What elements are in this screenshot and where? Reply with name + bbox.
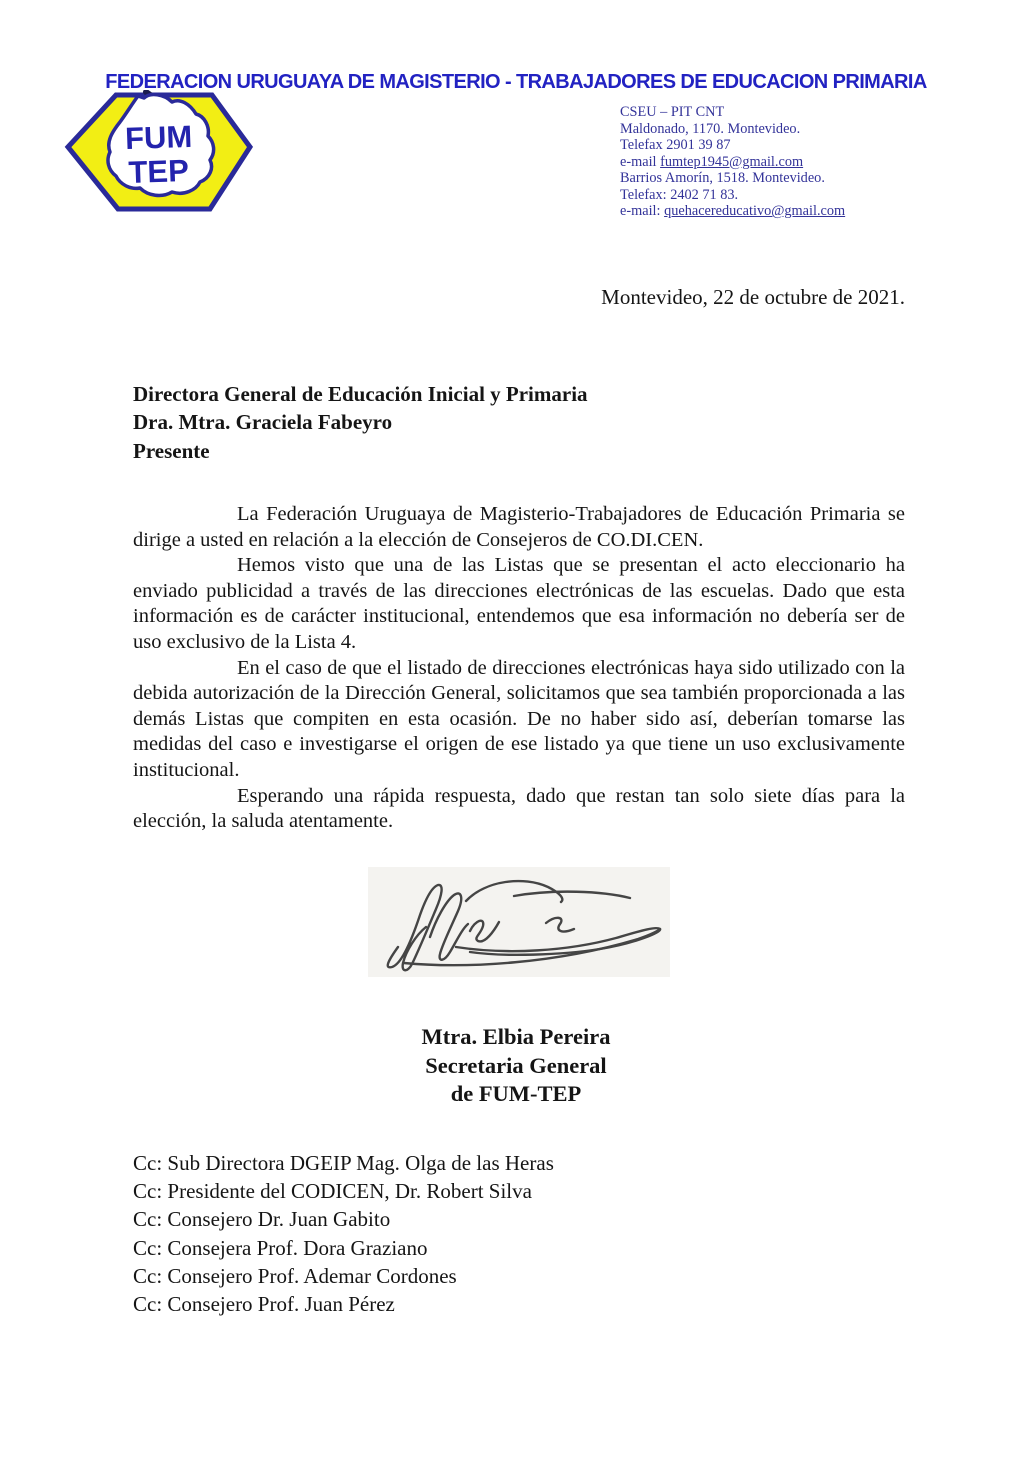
body-paragraph: Hemos visto que una de las Listas que se presentan el acto eleccionario ha enviado publicidad a través de las direcciones electrónicas de las escuelas. Dado que esta información es de carácter institucional, entendemos que esa información no debería ser de uso exclusivo de la Lista 4. (133, 554, 905, 653)
fumtep-logo (62, 90, 254, 214)
logo-text-fum: FUM (124, 118, 193, 157)
cc-list (133, 1149, 554, 1318)
org-title: FEDERACION URUGUAYA DE MAGISTERIO - TRABAJADORES DE EDUCACION PRIMARIA (105, 71, 927, 93)
contact-text: CSEU – PIT CNT (620, 104, 725, 120)
cc-line: Cc: Consejera Prof. Dora Graziano (133, 1235, 428, 1260)
recipient-presente: Presente (133, 438, 210, 463)
body-paragraph: Esperando una rápida respuesta, dado que restan tan solo siete días para la elección, la saluda atentamente. (133, 784, 905, 833)
cc-line: Cc: Consejero Prof. Juan Pérez (133, 1292, 395, 1317)
contact-line (620, 154, 845, 171)
contact-text: Maldonado, 1170. Montevideo. (620, 120, 801, 137)
signer-block (0, 1023, 1032, 1109)
signature-strokes (368, 867, 670, 977)
signature-image (368, 867, 670, 977)
recipient-name: Dra. Mtra. Graciela Fabeyro (133, 410, 393, 435)
contact-text: Barrios Amorín, 1518. Montevideo. (620, 170, 825, 186)
contact-line (620, 203, 845, 220)
contact-line (620, 104, 845, 121)
signer-title: Secretaria General (425, 1052, 607, 1078)
contact-text: Telefax 2901 39 87 (620, 137, 731, 153)
letter-body (133, 502, 905, 835)
contact-text: Telefax: 2402 71 83. (620, 186, 739, 203)
contact-line (620, 187, 845, 204)
signer-org: de FUM-TEP (450, 1081, 582, 1106)
contact-text: e-mail: (620, 203, 665, 219)
contact-text: e-mail (620, 153, 661, 170)
cc-line: Cc: Consejero Prof. Ademar Cordones (133, 1263, 457, 1288)
recipient-block (133, 380, 588, 465)
contact-line (620, 170, 845, 187)
body-paragraph: La Federación Uruguaya de Magisterio-Trabajadores de Educación Primaria se dirige a usted en relación a la elección de Consejeros de CO.DI.CEN. (133, 503, 905, 551)
cc-line: Cc: Presidente del CODICEN, Dr. Robert Silva (133, 1179, 532, 1204)
contact-line (620, 121, 845, 138)
date-line: Montevideo, 22 de octubre de 2021. (601, 285, 905, 309)
signer-name: Mtra. Elbia Pereira (421, 1024, 611, 1049)
cc-line: Cc: Consejero Dr. Juan Gabito (133, 1207, 391, 1232)
contact-info (620, 104, 845, 220)
contact-line (620, 137, 845, 154)
body-paragraph: En el caso de que el listado de direcciones electrónicas haya sido utilizado con la debida autorización de la Dirección General, solicitamos que sea también proporcionada a las demás Listas que compiten en esta ocasión. De no haber sido así, deberían tomarse las medidas del caso e investigarse el origen de ese listado ya que tiene un uso exclusivamente institucional. (133, 656, 905, 781)
recipient-role: Directora General de Educación Inicial y Primaria (133, 382, 588, 406)
logo-text-tep: TEP (127, 152, 190, 191)
fumtep-logo-graphic (62, 90, 254, 214)
email-link[interactable]: fumtep1945@gmail.com (660, 153, 804, 170)
email-link[interactable]: quehacereducativo@gmail.com (664, 203, 846, 219)
cc-line: Cc: Sub Directora DGEIP Mag. Olga de las Heras (133, 1151, 554, 1175)
